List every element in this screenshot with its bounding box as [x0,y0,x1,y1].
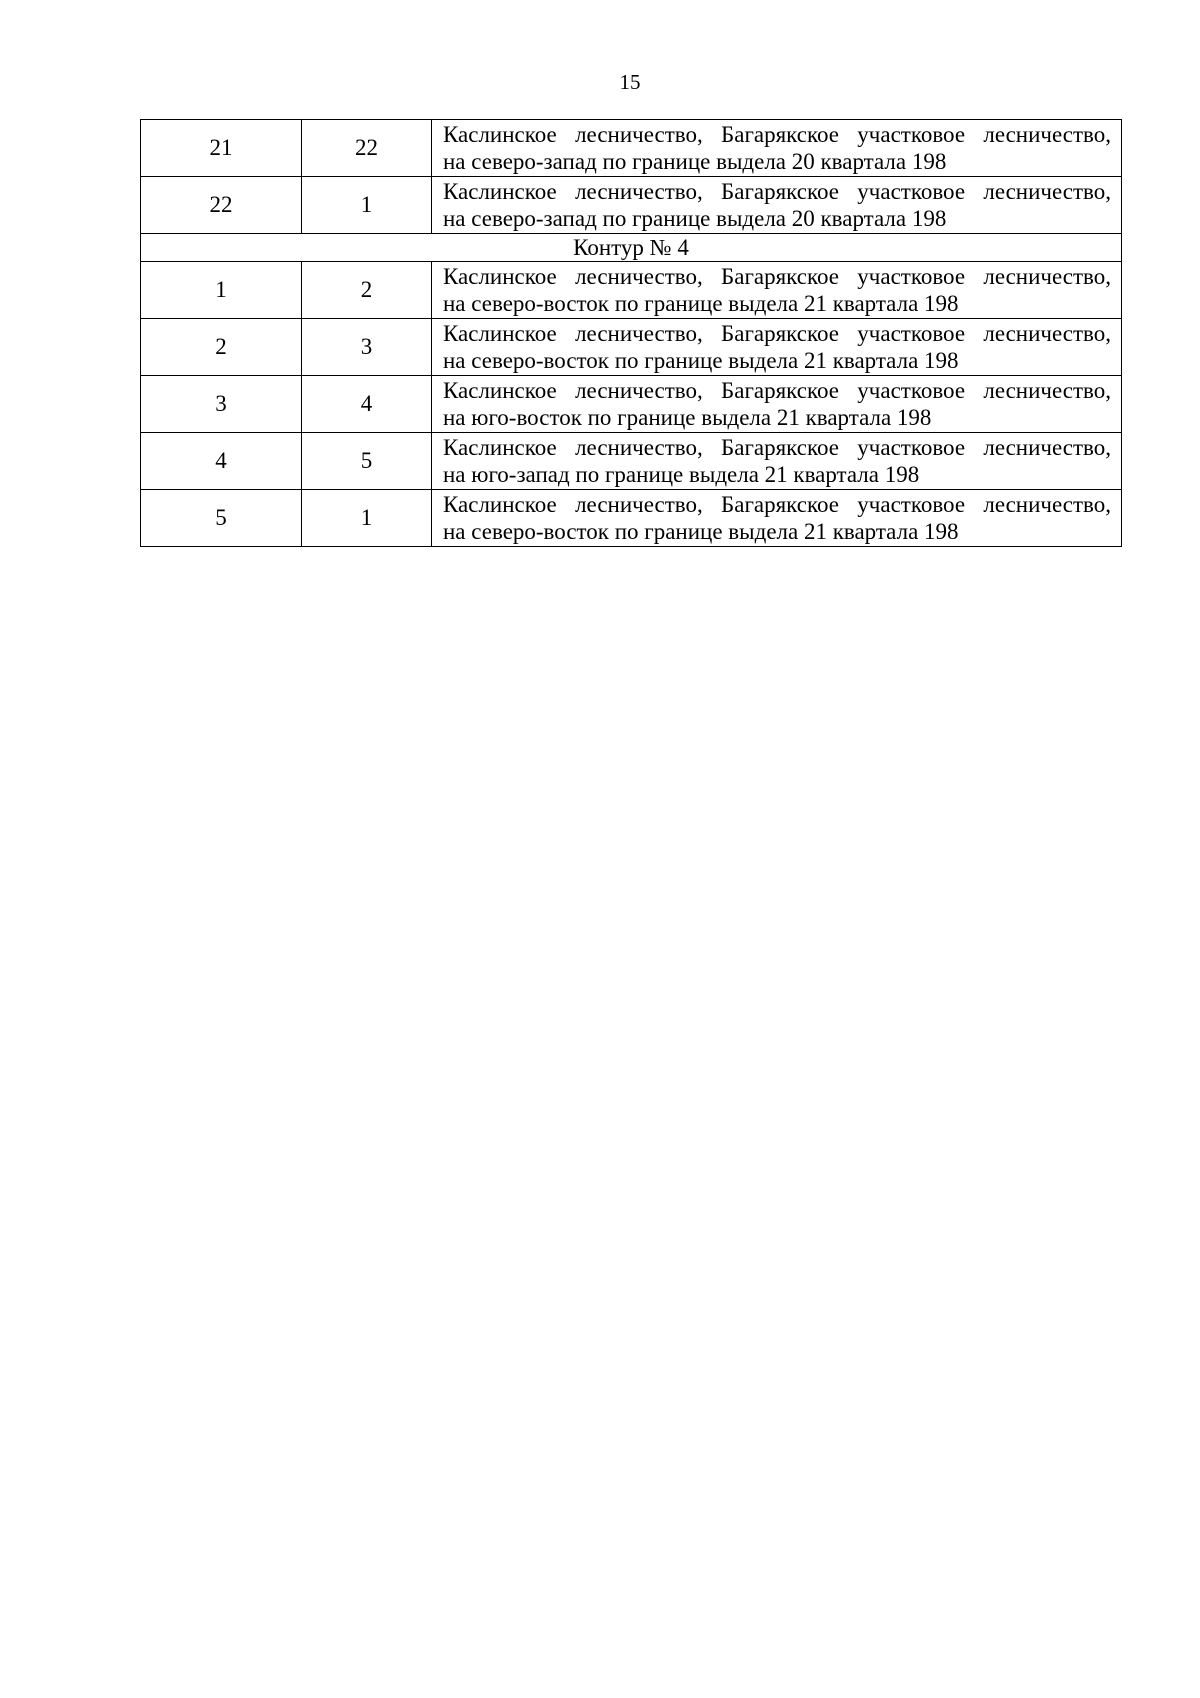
point-to: 1 [302,177,432,234]
description-line: на северо-восток по границе выдела 21 квартала 198 [443,348,959,373]
description-line: на северо-восток по границе выдела 21 квартала 198 [443,291,959,316]
boundary-description [432,433,1122,490]
description-line: Каслинское лесничество, Багарякское участковое лесничество, [443,264,1111,289]
section-header-row [141,234,1122,262]
point-from: 2 [141,319,302,376]
description-line: на северо-запад по границе выдела 20 квартала 198 [443,149,947,174]
description-line: на юго-запад по границе выдела 21 квартала 198 [443,462,920,487]
table-row [141,177,1122,234]
point-from: 21 [141,120,302,177]
point-to: 3 [302,319,432,376]
description-line: Каслинское лесничество, Багарякское участковое лесничество, [443,435,1111,460]
point-from: 22 [141,177,302,234]
point-to: 22 [302,120,432,177]
boundary-description [432,376,1122,433]
boundary-description [432,490,1122,547]
point-to: 5 [302,433,432,490]
point-to: 2 [302,262,432,319]
point-from: 3 [141,376,302,433]
description-line: Каслинское лесничество, Багарякское участковое лесничество, [443,378,1111,403]
boundary-description [432,319,1122,376]
description-line: на северо-восток по границе выдела 21 квартала 198 [443,519,959,544]
point-to: 4 [302,376,432,433]
boundary-description [432,262,1122,319]
table-row [141,120,1122,177]
table-row [141,433,1122,490]
table-row [141,490,1122,547]
boundary-description [432,177,1122,234]
description-line: Каслинское лесничество, Багарякское участковое лесничество, [443,179,1111,204]
contour-title: Контур № 4 [141,234,1122,262]
table-row [141,262,1122,319]
description-line: на юго-восток по границе выдела 21 квартала 198 [443,405,932,430]
boundary-description [432,120,1122,177]
point-to: 1 [302,490,432,547]
boundary-table [140,119,1122,547]
point-from: 5 [141,490,302,547]
description-line: Каслинское лесничество, Багарякское участковое лесничество, [443,122,1111,147]
point-from: 4 [141,433,302,490]
description-line: Каслинское лесничество, Багарякское участковое лесничество, [443,321,1111,346]
description-line: Каслинское лесничество, Багарякское участковое лесничество, [443,492,1111,517]
description-line: на северо-запад по границе выдела 20 квартала 198 [443,206,947,231]
table-row [141,376,1122,433]
table-row [141,319,1122,376]
page-number: 15 [619,70,641,94]
point-from: 1 [141,262,302,319]
